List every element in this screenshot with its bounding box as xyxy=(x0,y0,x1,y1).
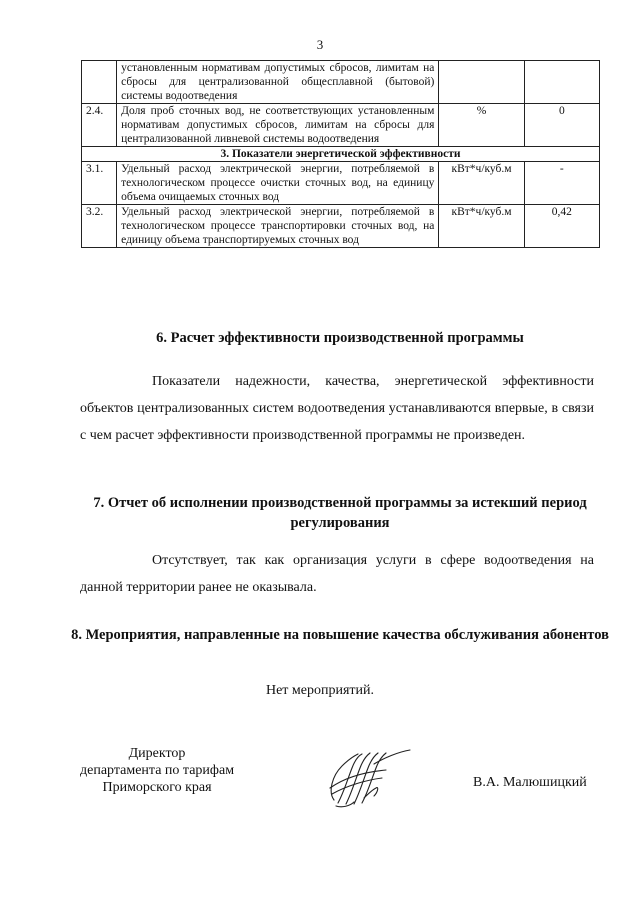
handwritten-signature xyxy=(324,748,414,810)
indicators-table xyxy=(81,60,600,248)
row-value: 0,42 xyxy=(524,205,599,248)
section-7-text: Отсутствует, так как организация услуги в сфере водоотведения на данной территории ранее не оказывала. xyxy=(80,553,594,595)
row-number xyxy=(82,61,117,104)
signatory-title-line: Директор xyxy=(128,746,186,761)
signatory-name: В.А. Малюшицкий xyxy=(473,775,587,790)
row-number: 3.2. xyxy=(82,205,117,248)
table-row xyxy=(82,104,600,147)
row-value: - xyxy=(524,162,599,205)
section-8-text: Нет мероприятий. xyxy=(265,683,375,698)
row-value: 0 xyxy=(524,104,599,147)
row-value xyxy=(524,61,599,104)
section-8-heading: 8. Мероприятия, направленные на повышение качества обслуживания абонентов xyxy=(71,627,609,643)
row-description: Удельный расход электрической энергии, потребляемой в технологическом процессе транспортировки сточных вод, на единицу объема транспортируемых сточных вод xyxy=(117,205,439,248)
row-description: установленным нормативам допустимых сбросов, лимитам на сбросы для централизованной общесплавной (бытовой) системы водоотведения xyxy=(117,61,439,104)
table-section-row xyxy=(82,147,600,162)
signatory-title-line: департамента по тарифам xyxy=(80,763,235,778)
row-number: 2.4. xyxy=(82,104,117,147)
row-unit: % xyxy=(439,104,524,147)
signatory-title-line: Приморского края xyxy=(102,780,212,795)
table-row xyxy=(82,61,600,104)
row-unit: кВт*ч/куб.м xyxy=(439,162,524,205)
section-6-heading: 6. Расчет эффективности производственной программы xyxy=(156,330,524,346)
row-unit: кВт*ч/куб.м xyxy=(439,205,524,248)
row-description: Удельный расход электрической энергии, потребляемой в технологическом процессе очистки сточных вод, на единицу объема очищаемых сточных вод xyxy=(117,162,439,205)
section-7-heading: 7. Отчет об исполнении производственной программы за истекший период регулирования xyxy=(93,495,587,531)
row-unit xyxy=(439,61,524,104)
page-number: 3 xyxy=(316,37,324,52)
row-description: Доля проб сточных вод, не соответствующих установленным нормативам допустимых сбросов, лимитам на сбросы для централизованной ливневой системы водоотведения xyxy=(117,104,439,147)
row-number: 3.1. xyxy=(82,162,117,205)
section-heading: 3. Показатели энергетической эффективности xyxy=(82,147,600,162)
table-row xyxy=(82,162,600,205)
section-6-text: Показатели надежности, качества, энергетической эффективности объектов централизованных систем водоотведения устанавливаются впервые, в связи с чем расчет эффективности производственной программы не произведен. xyxy=(80,374,594,443)
signatory-title xyxy=(80,745,234,796)
table-row xyxy=(82,205,600,248)
